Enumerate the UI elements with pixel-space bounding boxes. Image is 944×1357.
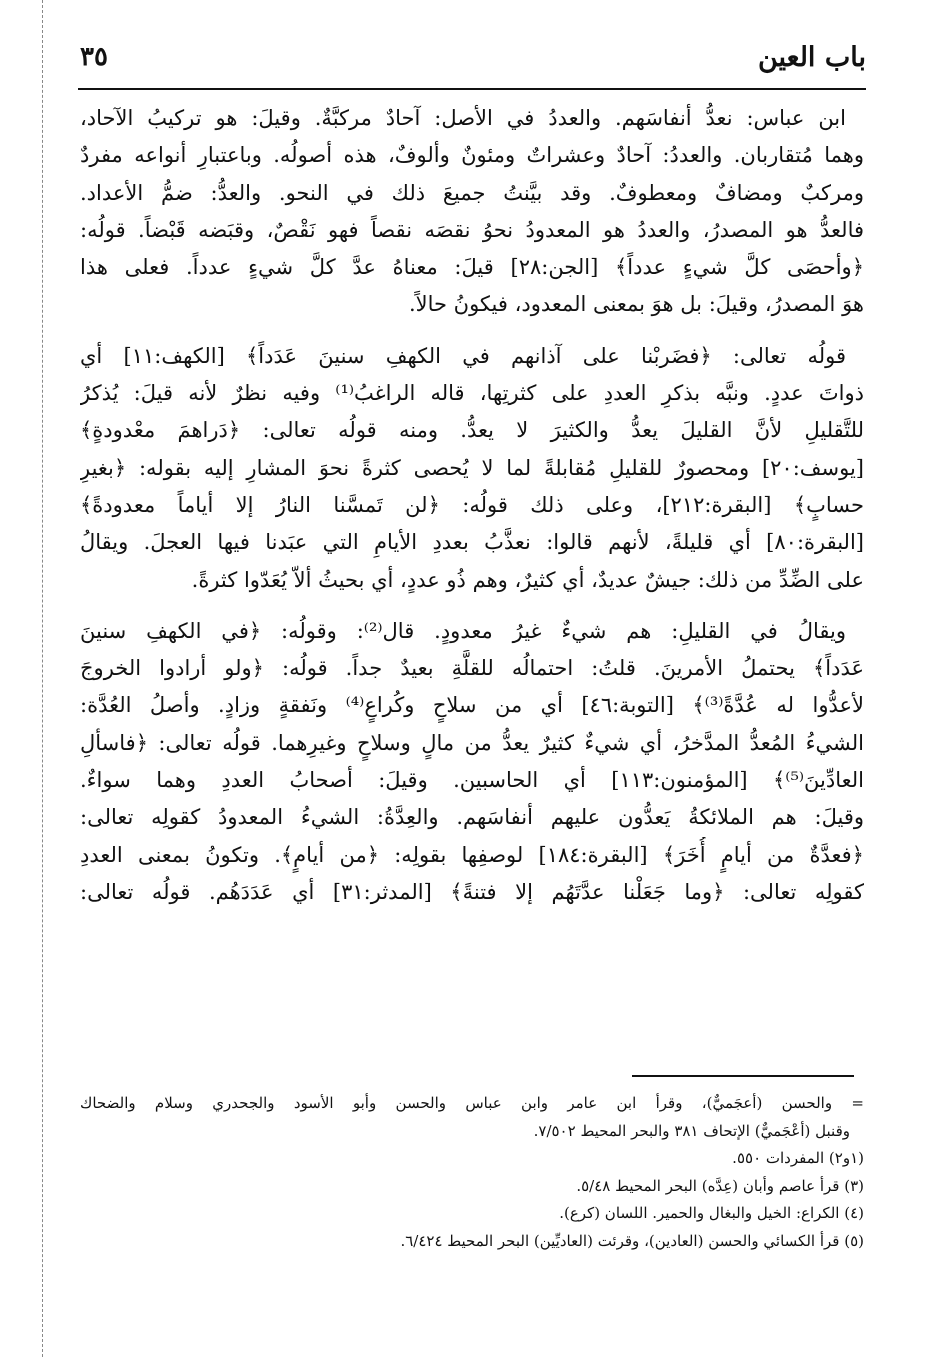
- text-line: ذواتَ عددٍ. ونبَّه بذكرِ العددِ على كثرتِها، قاله الراغبُ⁽¹⁾ وفيه نظرٌ لأنه قيلَ: يُذكرُ: [80, 381, 864, 406]
- text-line: فالعدُّ هو المصدرُ، والعددُ هو المعدودُ نحوُ نقصَه نقصاً فهو نَقْصٌ، وقبَضه قَبْضاً. قولُه:: [80, 217, 864, 242]
- text-line: عَدَداً﴾ يحتملُ الأمرينَ. قلتُ: احتمالُه للقلَّةِ بعيدٌ جداً. قولُه: ﴿ولو أرادوا الخروجَ: [80, 656, 864, 681]
- paragraph-3: [80, 613, 864, 911]
- text-line: الشيءُ المُعدُّ المدَّخرُ، أي شيءٌ كثيرٌ يعدُّ من مالٍ وسلاحٍ وغيرِهما. قولُه تعالى: ﴿فاسألِ: [80, 730, 864, 755]
- footnote-3: (٣) قرأ عاصم وأبان (عِدَّه) البحر المحيط ٥/٤٨.: [576, 1176, 864, 1195]
- text-line: ويقالُ في القليلِ: هم شيءٌ غيرُ معدودٍ. قال⁽²⁾: وقولُه: ﴿في الكهفِ سنينَ: [80, 618, 847, 643]
- footnote-line: وقنبل (أعْجَميٌّ) الإتحاف ٣٨١ والبحر المحيط ٧/٥٠٢.: [533, 1121, 850, 1140]
- page-number: ٣٥: [80, 42, 108, 72]
- text-line: هوَ المصدرُ، وقيلَ: بل هوَ بمعنى المعدود، فيكونُ حالاً.: [408, 292, 864, 317]
- text-line: حسابٍ﴾ [البقرة:٢١٢]، وعلى ذلك قولُه: ﴿لن تَمسَّنا النارُ إلا أياماً معدودةً﴾: [80, 492, 864, 517]
- text-line: قولُه تعالى: ﴿فضَربْنا على آذانهم في الكهفِ سنينَ عَدَداً﴾ [الكهف:١١] أي: [80, 343, 847, 368]
- text-line: لأعدُّوا له عُدَّةً⁽³⁾﴾ [التوبة:٤٦] أي من سلاحٍ وكُراعٍ⁽⁴⁾ ونَفقةٍ وزادٍ. وأصلُ العُدَّة:: [80, 693, 864, 718]
- page-edge-dashed-line: [42, 0, 43, 1357]
- text-line: للتَّقليلِ لأنَّ القليلَ يعدُّ والكثيرَ لا يعدُّ. ومنه قولُه تعالى: ﴿دَراهمَ معْدودةٍ﴾: [80, 418, 864, 443]
- text-line: على الضِّدِّ من ذلك: جيشٌ عديدٌ، أي كثيرٌ، وهم ذُو عددٍ، أي بحيثُ ألاّ يُعَدّوا كثرةً.: [191, 567, 864, 592]
- paragraph-2: [80, 338, 864, 599]
- footnote-1-2: (١و٢) المفردات ٥٥٠.: [732, 1149, 864, 1167]
- footnote-separator: [632, 1075, 854, 1077]
- paragraph-1: [80, 100, 864, 324]
- text-line: كقولِه تعالى: ﴿وما جَعَلْنا عدَّتَهُم إلا فتنةً﴾ [المدثر:٣١] أي عَدَدَهُم. قولُه تعالى:: [80, 879, 864, 904]
- page-header: [80, 40, 866, 82]
- footnote-line: = والحسن (أعجَميٌّ)، وقرأ ابن عامر وابن عباس والحسن وأبو الأسود والجحدري وسلام والضحاك: [80, 1094, 864, 1112]
- text-line: العادِّينَ⁽⁵⁾﴾ [المؤمنون:١١٣] أي الحاسبين. وقيلَ: أصحابُ العددِ وهما سواءٌ.: [80, 768, 864, 793]
- footnote-5: (٥) قرأ الكسائي والحسن (العادين)، وقرئت (العاديِّين) البحر المحيط ٦/٤٢٤.: [400, 1231, 864, 1250]
- chapter-title: باب العين: [757, 42, 866, 73]
- text-line: [يوسف:٢٠] ومحصورٌ للقليلِ مُقابلةً لما لا يُحصى كثرةً نحوَ المشارِ إليه بقوله: ﴿بغيرِ: [80, 455, 864, 480]
- text-line: ومركبٌ ومضافٌ ومعطوفٌ. وقد بيَّنتُ جميعَ ذلك في النحو. والعدُّ: ضمُّ الأعداد.: [80, 180, 864, 205]
- text-line: ﴿فعدَّةٌ من أيامٍ أُخَرَ﴾ [البقرة:١٨٤] لوصفِها بقولِه: ﴿من أيامٍ﴾. وتكونُ بمعنى العددِ: [80, 842, 864, 867]
- text-line: وقيلَ: هم الملائكةُ يَعدُّون عليهم أنفاسَهم. والعِدَّةُ: الشيءُ المعدودُ كقولِه تعالى:: [80, 805, 864, 830]
- text-line: ابن عباس: نعدُّ أنفاسَهم. والعددُ في الأصل: آحادٌ مركبَّةٌ. وقيلَ: هو تركيبُ الآحاد،: [80, 106, 846, 130]
- text-line: [البقرة:٨٠] أي قليلةً، لأنهم قالوا: نعذَّبُ بعددِ الأيامِ التي عبَدنا فيها العجلَ. ويقالُ: [80, 530, 864, 555]
- footnote-4: (٤) الكراع: الخيل والبغال والحمير. اللسان (كرع).: [559, 1204, 864, 1222]
- header-rule: [78, 88, 866, 90]
- text-line: وهما مُتقاربان. والعددُ: آحادٌ وعشراتٌ ومئونٌ وألوفٌ، هذه أصولُه. وباعتبارِ أنواعه مفردٌ: [80, 143, 864, 168]
- footnotes: [80, 1090, 864, 1255]
- main-text: [80, 100, 864, 911]
- text-line: ﴿وأحصَى كلَّ شيءٍ عدداً﴾ [الجن:٢٨] قيلَ: معناهُ عدَّ كلَّ شيءٍ عدداً. فعلى هذا: [80, 255, 864, 280]
